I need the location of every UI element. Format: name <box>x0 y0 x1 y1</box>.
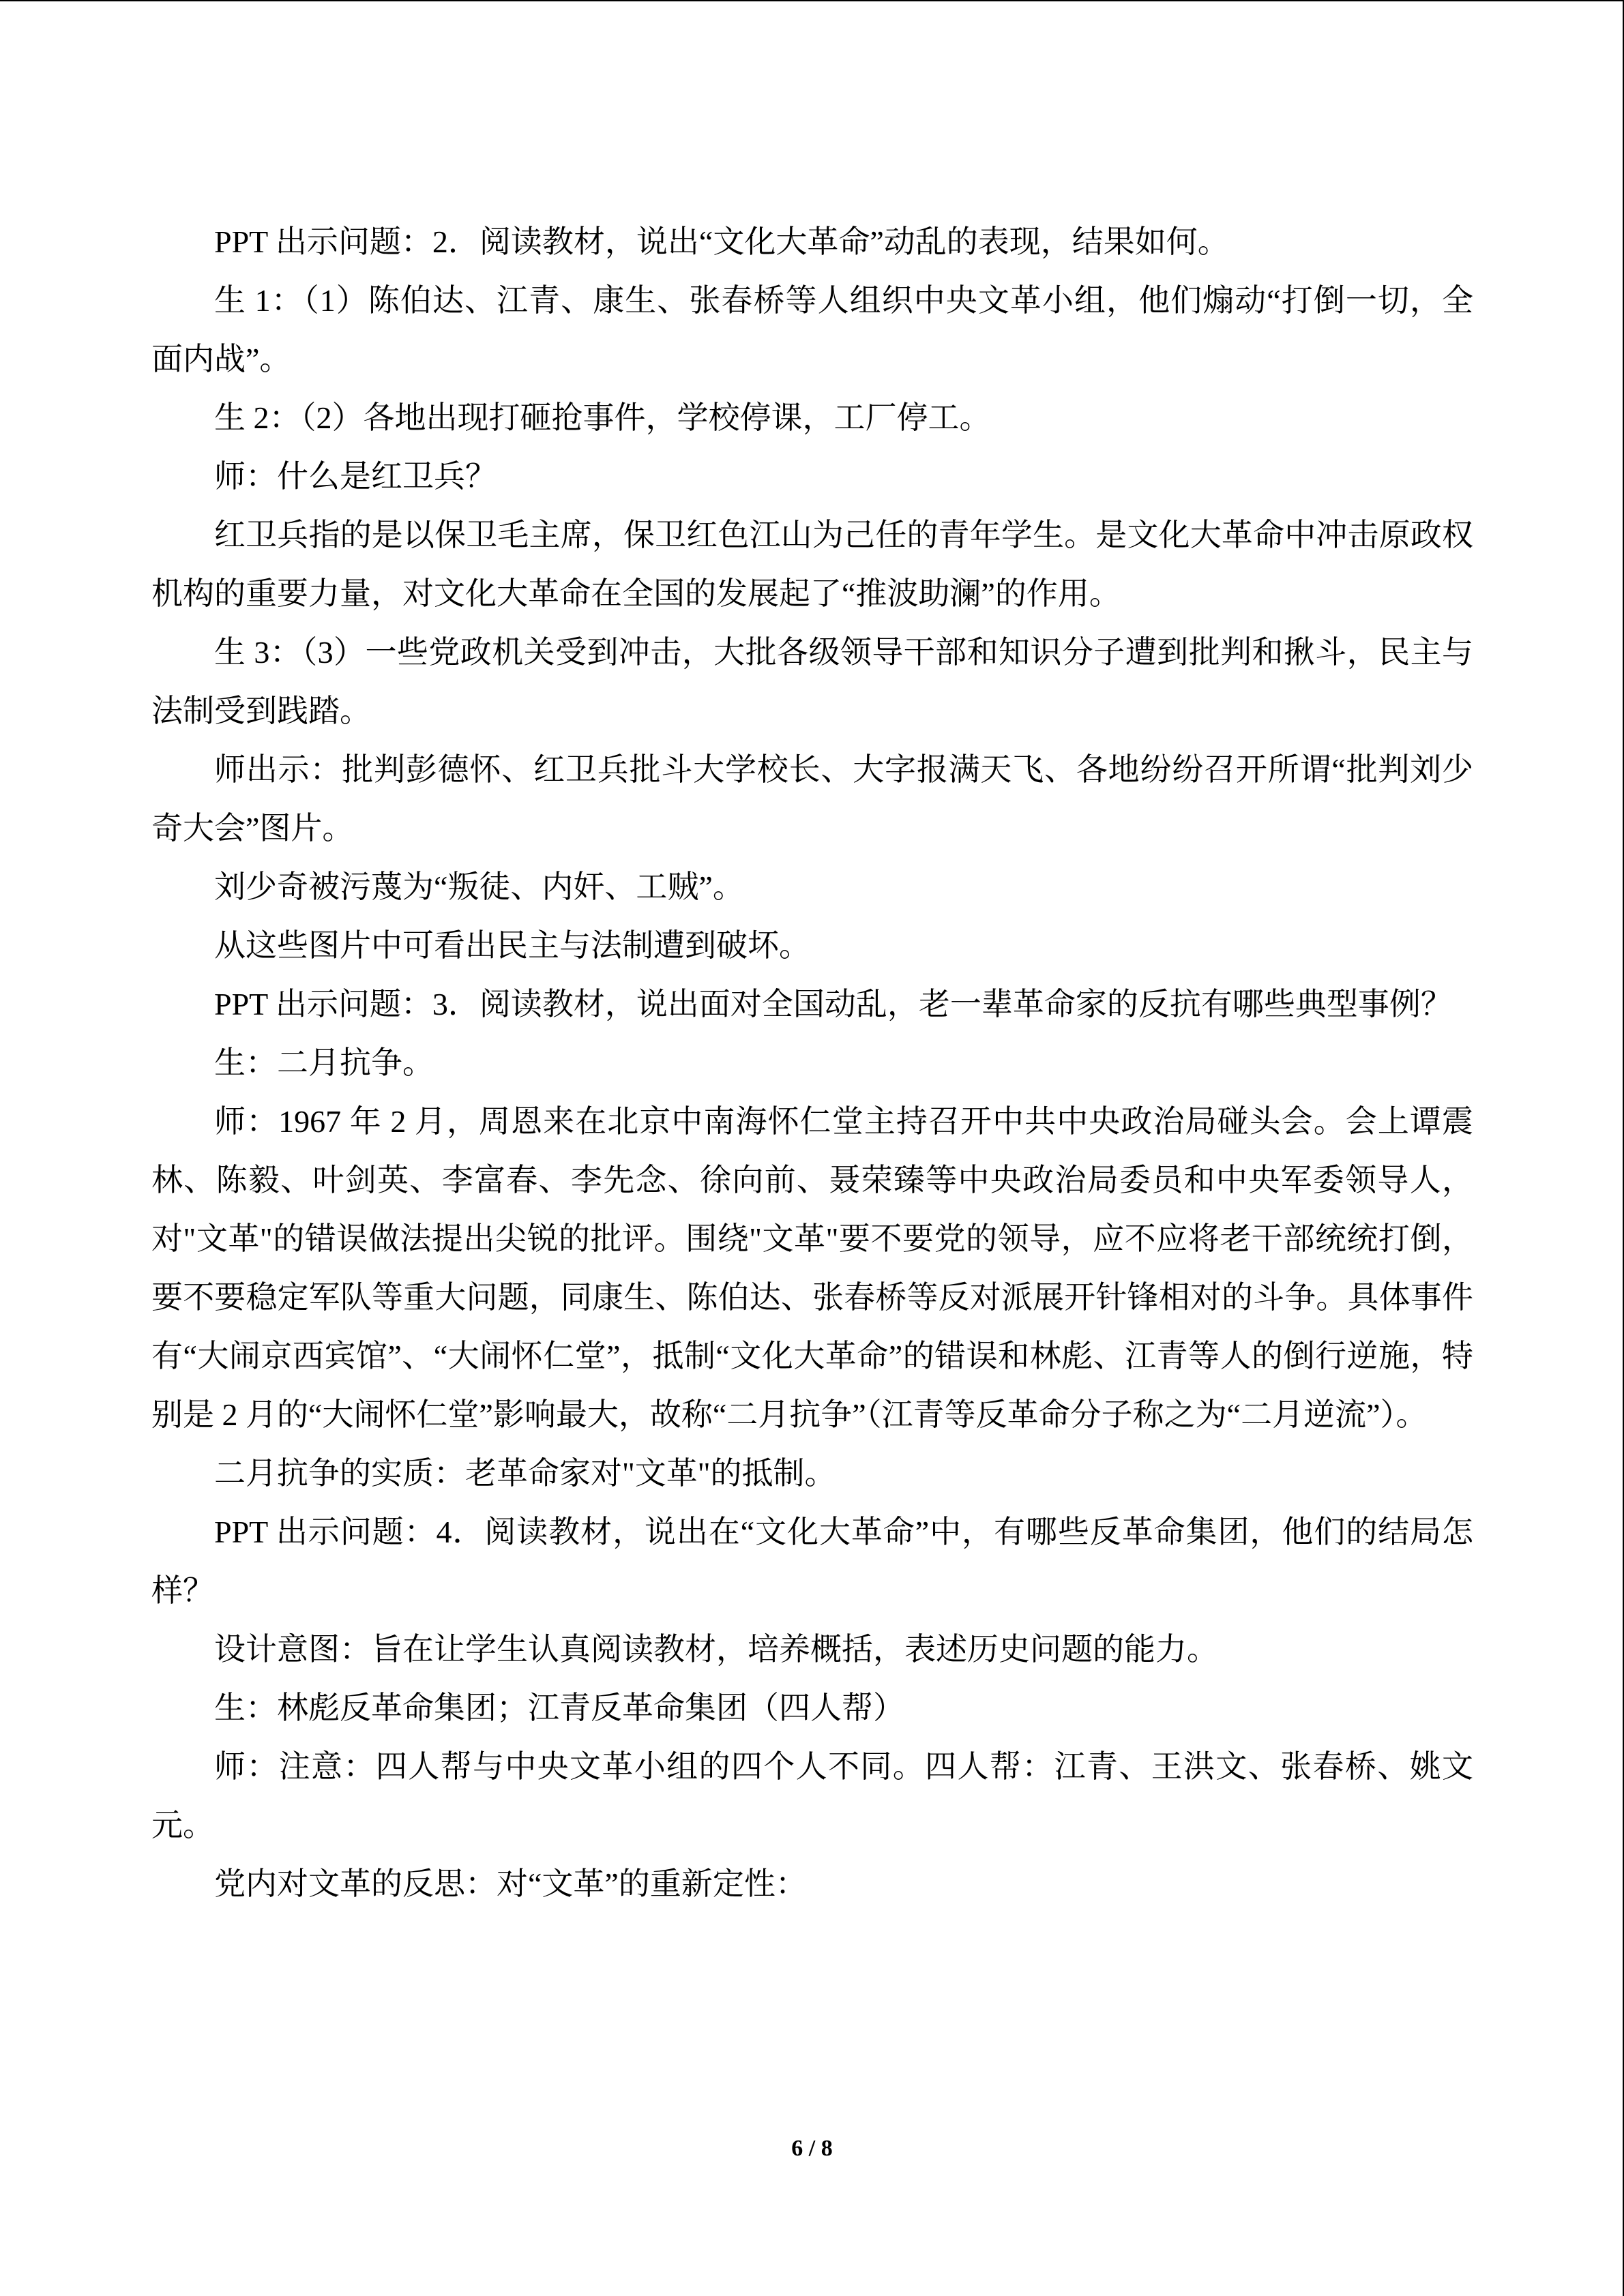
paragraph: 党内对文革的反思：对“文革”的重新定性： <box>214 1866 807 1901</box>
paragraph: 师：注意：四人帮与中央文革小组的四个人不同。四人帮：江青、王洪文、张春桥、姚文元。 <box>151 1749 1473 1843</box>
paragraph: 二月抗争的实质：老革命家对"文革"的抵制。 <box>214 1456 836 1491</box>
paragraph: 师：什么是红卫兵？ <box>214 459 497 494</box>
paragraph: 生 2：（2）各地出现打砸抢事件，学校停课，工厂停工。 <box>214 400 991 435</box>
paragraph: 刘少奇被污蔑为“叛徒、内奸、工贼”。 <box>214 869 744 904</box>
document-body <box>151 213 1473 1913</box>
paragraph: 师出示：批判彭德怀、红卫兵批斗大学校长、大字报满天飞、各地纷纷召开所谓“批判刘少奇大会”图片。 <box>151 752 1473 846</box>
page-number: 6 / 8 <box>791 2136 833 2161</box>
paragraph: 生 3：（3）一些党政机关受到冲击，大批各级领导干部和知识分子遭到批判和揪斗，民主与法制受到践踏。 <box>151 635 1473 728</box>
paragraph: 生 1：（1）陈伯达、江青、康生、张春桥等人组织中央文革小组，他们煽动“打倒一切，全面内战”。 <box>151 283 1473 376</box>
paragraph: 红卫兵指的是以保卫毛主席，保卫红色江山为己任的青年学生。是文化大革命中冲击原政权机构的重要力量，对文化大革命在全国的发展起了“推波助澜”的作用。 <box>151 518 1473 611</box>
paragraph: PPT 出示问题：2．阅读教材，说出“文化大革命”动乱的表现，结果如何。 <box>214 224 1229 259</box>
paragraph: 从这些图片中可看出民主与法制遭到破坏。 <box>214 928 810 963</box>
paragraph: 生：林彪反革命集团；江青反革命集团（四人帮） <box>214 1690 904 1725</box>
paragraph: PPT 出示问题：3．阅读教材，说出面对全国动乱，老一辈革命家的反抗有哪些典型事例？ <box>214 987 1452 1022</box>
paragraph: 设计意图：旨在让学生认真阅读教材，培养概括，表述历史问题的能力。 <box>214 1632 1218 1667</box>
paragraph: 生：二月抗争。 <box>214 1045 434 1080</box>
paragraph: 师：1967 年 2 月，周恩来在北京中南海怀仁堂主持召开中共中央政治局碰头会。会上谭震林、陈毅、叶剑英、李富春、李先念、徐向前、聂荣臻等中央政治局委员和中央军委领导人，对"文革"的错误做法提出尖锐的批评。围绕"文革"要不要党的领导，应不应将老干部统统打倒，要不要稳定军队等重大问题，同康生、陈伯达、张春桥等反对派展开针锋相对的斗争。具体事件有“大闹京西宾馆”、“大闹怀仁堂”，抵制“文化大革命”的错误和林彪、江青等人的倒行逆施，特别是 2 月的“大闹怀仁堂”影响最大，故称“二月抗争”（江青等反革命分子称之为“二月逆流”）。 <box>151 1104 1473 1432</box>
paragraph: PPT 出示问题：4．阅读教材，说出在“文化大革命”中，有哪些反革命集团，他们的结局怎样？ <box>151 1515 1473 1608</box>
